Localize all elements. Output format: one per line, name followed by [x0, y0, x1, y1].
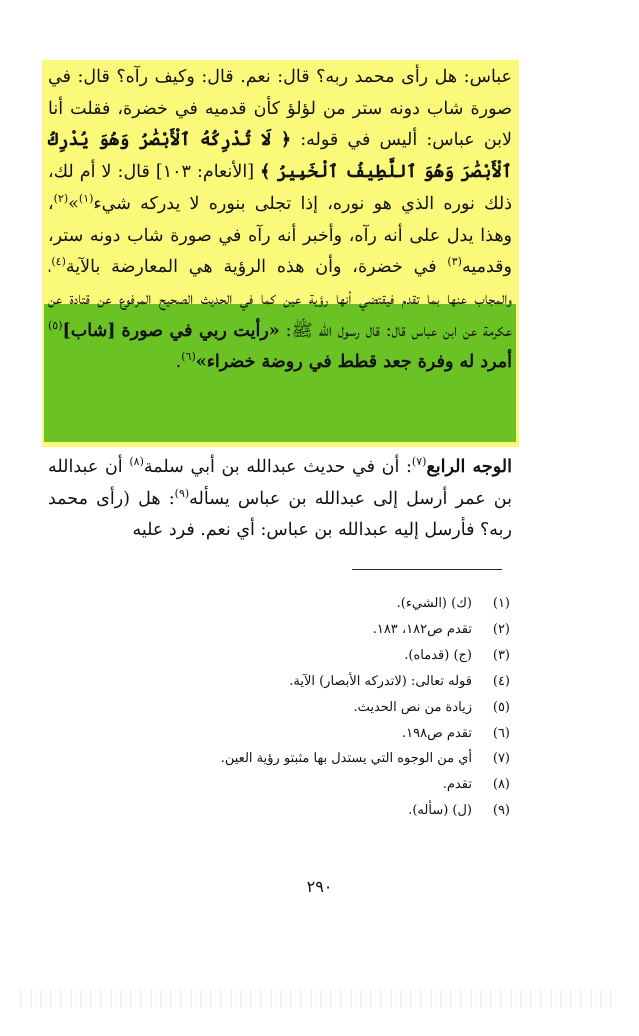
text-run: [الأنعام: ١٠٣] قال: لا أم — [79, 162, 255, 183]
section-heading: الوجه الرابع — [426, 457, 512, 477]
footnote-item — [120, 643, 510, 669]
page-number: ٢٩٠ — [306, 877, 333, 896]
footnote-ref-6: (٦) — [181, 350, 196, 364]
text-run: قوله تعالى: (لاتدركه الأبصار) الآية. — [289, 673, 472, 689]
text-run: ابن عباس قال: قال رسول الله ﷺ: — [285, 320, 457, 341]
text-run: (ج) (قدماه). — [404, 647, 472, 663]
text-run: عبدالله بن عمر أرسل إلى عبدالله بن عباس يسأله — [48, 457, 513, 509]
text-run: ، والمجاب عنها بما تقدم فيقتضي أنها رؤية — [48, 257, 512, 309]
text-run: (٦) — [492, 725, 510, 741]
footnote-ref-2: (٢) — [53, 191, 69, 205]
footnote-ref-7: (٧) — [411, 455, 427, 469]
text-run: عباس: هل رأى محمد ربه؟ قال: نعم. قال: وكيف رآه؟ قال: — [77, 67, 512, 87]
footnote-item — [120, 695, 510, 721]
text-run: أنا لابن عباس: أليس في قوله: — [48, 98, 512, 151]
main-paragraph — [48, 62, 512, 379]
text-run: تقدم. — [442, 777, 472, 793]
text-run: . — [175, 352, 182, 373]
footnote-item — [120, 772, 510, 798]
text-run: : أن في حديث عبدالله بن أبي سلمة — [143, 457, 412, 477]
text-run: لك، ذلك نوره الذي هو نوره، إذا تجلى بنوره لا يدركه — [48, 162, 512, 214]
text-run: (٣) — [492, 647, 510, 663]
text-run: شاب دونه ستر، وقدميه — [48, 225, 512, 278]
hadith-quote: «رأيت ربي في صورة — [121, 320, 280, 341]
text-run: عين كما في الحديث الصحيح المرفوع عن قتادة عن عكرمة عن — [48, 288, 512, 341]
footnote-item — [120, 669, 510, 695]
footnote-item — [120, 721, 510, 747]
text-run: أمرد له وفرة جعد قطط في روضة خضراء» — [195, 352, 512, 373]
footnote-ref-1: (١) — [78, 191, 94, 205]
text-run: (٧) — [492, 751, 510, 767]
text-run: (٩) — [492, 803, 510, 819]
text-run: (٢) — [492, 621, 510, 637]
footnote-item — [120, 746, 510, 772]
text-run: تقدم ص١٨٢، ١٨٣. — [372, 621, 472, 637]
text-run: ، وهذا يدل على أنه رآه، وأخبر أنه رآه في صورة — [48, 193, 512, 246]
footnote-ref-5: (٥) — [48, 318, 63, 332]
text-run: أن — [104, 457, 123, 477]
scan-noise — [20, 990, 620, 1008]
text-run: تقدم ص١٩٨. — [401, 725, 472, 741]
text-run: (ك) (الشيء). — [396, 596, 472, 611]
footnote-ref-9: (٩) — [174, 486, 190, 500]
footnote-item — [120, 617, 510, 643]
text-run: في خضرة، وأن هذه الرؤية هي — [188, 257, 437, 278]
footnote-item — [120, 798, 510, 824]
quran-verse: ﴿ لَا تُدْرِكُهُ ٱلْأَبْصَٰرُ وَهُوَ يُدْرِكُ ٱلْأَبْصَٰرَ وَهُوَ ٱللَّطِيفُ ٱلْخَبِيرُ ﴾ — [48, 130, 512, 183]
text-run: محمد ربه؟ فأرسل إليه عبدالله بن عباس: أي نعم. فرد عليه — [48, 488, 512, 541]
footnote-ref-3: (٣) — [447, 255, 462, 269]
text-run: (ل) (سأله). — [408, 803, 472, 819]
footnote-ref-4: (٤) — [51, 255, 66, 269]
text-run: شيء — [93, 193, 131, 214]
text-run: [شاب] — [62, 320, 116, 341]
text-run: (٥) — [492, 699, 510, 715]
text-run: أي من الوجوه التي يستدل بها مثبتو رؤية العين. — [220, 751, 472, 767]
footnote-divider — [352, 569, 502, 570]
text-run: المعارضة بالآية — [65, 257, 178, 278]
text-run: » — [68, 193, 79, 214]
text-run: (٤) — [492, 673, 510, 689]
footnote-ref-8: (٨) — [129, 455, 144, 469]
text-run: في صورة شاب دونه ستر من لؤلؤ كأن قدميه في خضرة، فقلت — [48, 67, 512, 119]
footnote-item — [120, 591, 510, 617]
text-run: زيادة من نص الحديث. — [353, 699, 472, 715]
footnotes-list — [120, 591, 510, 824]
text-run: (١) — [492, 596, 510, 611]
text-run: (٨) — [492, 777, 510, 793]
text-run: : هل (رأى — [96, 488, 175, 509]
second-paragraph — [48, 452, 512, 547]
